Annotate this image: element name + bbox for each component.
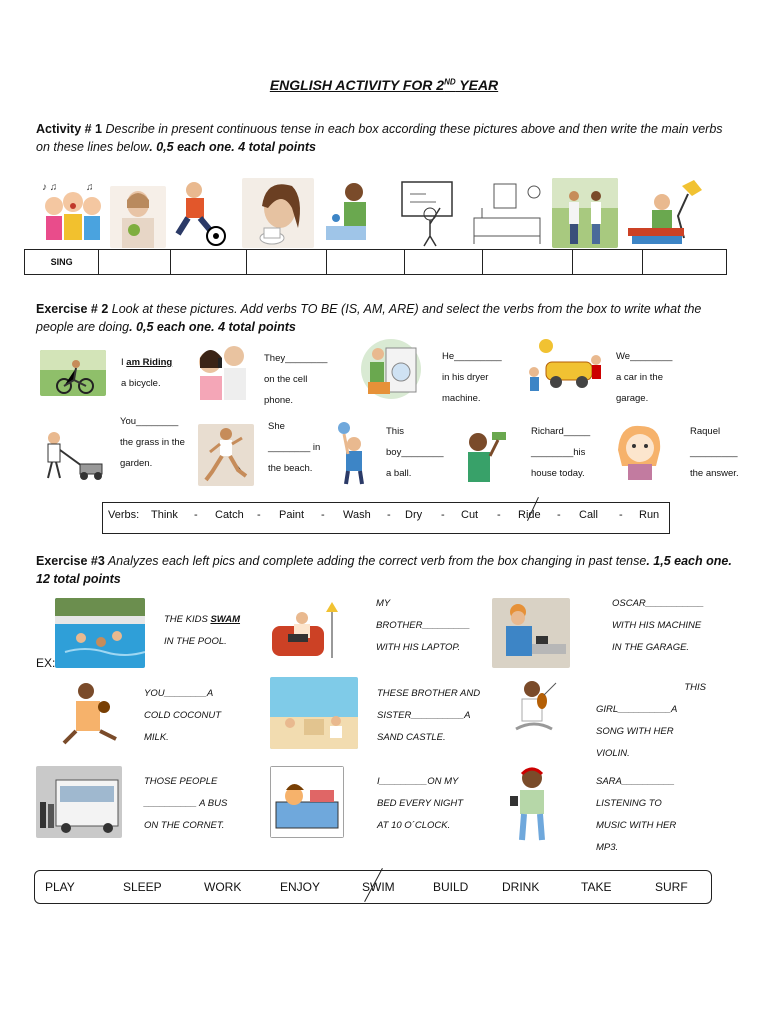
exercise2-instructions: Exercise # 2 Look at these pictures. Add verbs TO BE (IS, AM, ARE) and select the verbs from the box to write what the people are doing. 0,5 each one. 4 total points — [36, 302, 702, 334]
bicycle-image — [40, 350, 106, 396]
man-drilling-image — [492, 598, 570, 668]
verb-word: Ride — [518, 509, 541, 521]
verb-word: TAKE — [581, 880, 612, 894]
boy-soccer-image — [166, 178, 228, 248]
verb-word: Catch — [215, 509, 244, 521]
couple-walking-image — [552, 178, 618, 248]
verbs-label: Verbs: — [108, 509, 140, 521]
ex3-item-9: SARA__________ LISTENING TO MUSIC WITH HER MP3. — [596, 776, 677, 853]
verb-word: SWIM — [362, 880, 395, 894]
verb-separator: - — [619, 509, 623, 521]
girl-coconut-image — [56, 677, 126, 749]
verb-word: Cut — [461, 509, 479, 521]
answer-cell[interactable] — [572, 250, 642, 275]
verb-separator: - — [194, 509, 198, 521]
verb-word: Paint — [279, 509, 305, 521]
answer-cell[interactable] — [171, 250, 247, 275]
ex2-item-1: I am Riding a bicycle. — [121, 357, 173, 389]
kids-singing-image — [38, 178, 108, 246]
ex2-item-2: They________ on the cell phone. — [264, 353, 328, 406]
exercise3-label: Exercise #3 — [36, 554, 105, 568]
ex2-item-4: We________ a car in the garage. — [616, 351, 673, 404]
answer-cell[interactable] — [99, 250, 171, 275]
ex3-item-8: I_________ON MY BED EVERY NIGHT AT 10 O´CLOCK. — [377, 776, 464, 831]
verb-word: Run — [639, 509, 660, 521]
dryer-image — [360, 336, 422, 402]
girl-violin-image — [508, 677, 560, 743]
verb-word: SLEEP — [123, 880, 162, 894]
ex2-item-7: This boy________ a ball. — [386, 426, 444, 479]
verb-word: WORK — [204, 880, 242, 894]
kids-sandcastle-image — [270, 677, 358, 749]
ex2-item-5: You________ the grass in the garden. — [120, 416, 185, 469]
svg-text:♫: ♫ — [86, 182, 94, 193]
man-mowing-image — [38, 428, 106, 484]
activity1-answer-table — [24, 249, 727, 275]
ex2-verbs-box — [102, 502, 670, 534]
svg-text:♪ ♫: ♪ ♫ — [42, 182, 58, 193]
verb-word: SURF — [655, 880, 688, 894]
exercise3-instructions: Exercise #3 Analyzes each left pics and complete adding the correct verb from the box changing in past tense. 1,5 each one. 12 total points — [36, 554, 732, 586]
woman-running-image — [198, 424, 254, 486]
man-washing-image — [318, 178, 380, 248]
exercise2-label: Exercise # 2 — [36, 302, 109, 316]
boy-sleeping-image — [270, 766, 344, 838]
kids-pool-image — [55, 598, 145, 668]
ex2-item-8: Richard_____ ________his house today. — [531, 426, 591, 479]
verb-word: Think — [151, 509, 178, 521]
verb-word: Call — [579, 509, 598, 521]
woman-coffee-image — [242, 178, 314, 248]
verb-word: Dry — [405, 509, 423, 521]
girl-thinking-image — [606, 420, 672, 482]
man-laptop-sofa-image — [268, 598, 344, 664]
ex2-item-9: Raquel _________ the answer. — [690, 426, 739, 479]
verb-separator: - — [321, 509, 325, 521]
man-whiteboard-image — [396, 178, 458, 248]
ex3-item-6: THIS GIRL__________A SONG WITH HER VIOLIN. — [596, 682, 706, 759]
ex3-item-3: OSCAR___________ WITH HIS MACHINE IN THE GARAGE. — [612, 598, 704, 653]
ex3-example-item: THE KIDS SWAM IN THE POOL. — [164, 614, 241, 647]
answer-cell[interactable] — [643, 250, 727, 275]
girl-studying-image — [622, 176, 712, 248]
people-bus-image — [36, 766, 122, 838]
girl-music-image — [504, 764, 560, 844]
family-car-image — [524, 336, 604, 396]
verb-word: PLAY — [45, 880, 75, 894]
page-title: ENGLISH ACTIVITY FOR 2ND YEAR — [269, 77, 499, 93]
verb-word: ENJOY — [280, 880, 321, 894]
ex-label: EX: — [36, 656, 56, 670]
ex3-item-5: THESE BROTHER AND SISTER__________A SAND CASTLE. — [377, 688, 481, 743]
answer-cell-example: SING — [25, 250, 99, 275]
answer-cell[interactable] — [405, 250, 483, 275]
ex3-item-7: THOSE PEOPLE __________ A BUS ON THE CORNET. — [144, 776, 228, 831]
verb-separator: - — [497, 509, 501, 521]
man-painting-image — [456, 424, 512, 486]
woman-eating-image — [110, 186, 166, 248]
verb-separator: - — [557, 509, 561, 521]
ex2-item-3: He_________ in his dryer machine. — [442, 351, 502, 404]
activity1-instructions: Activity # 1 Describe in present continuous tense in each box according these pictures above and then write the main verbs on these lines below. 0,5 each one. 4 total points — [36, 122, 723, 154]
answer-cell[interactable] — [483, 250, 573, 275]
verb-word: Wash — [343, 509, 371, 521]
boy-ball-image — [336, 420, 370, 486]
couple-phone-image — [192, 338, 250, 400]
verb-separator: - — [387, 509, 391, 521]
bedroom-image — [466, 178, 548, 248]
ex3-item-4: YOU________A COLD COCONUT MILK. — [144, 688, 222, 743]
verb-word: DRINK — [502, 880, 540, 894]
verb-separator: - — [257, 509, 261, 521]
answer-cell[interactable] — [327, 250, 405, 275]
activity1-label: Activity # 1 — [36, 122, 103, 136]
verb-separator: - — [441, 509, 445, 521]
verb-word: BUILD — [433, 880, 469, 894]
ex3-item-2: MY BROTHER_________ WITH HIS LAPTOP. — [376, 598, 470, 653]
ex2-item-6: She ________ in the beach. — [268, 421, 321, 474]
answer-cell[interactable] — [247, 250, 327, 275]
